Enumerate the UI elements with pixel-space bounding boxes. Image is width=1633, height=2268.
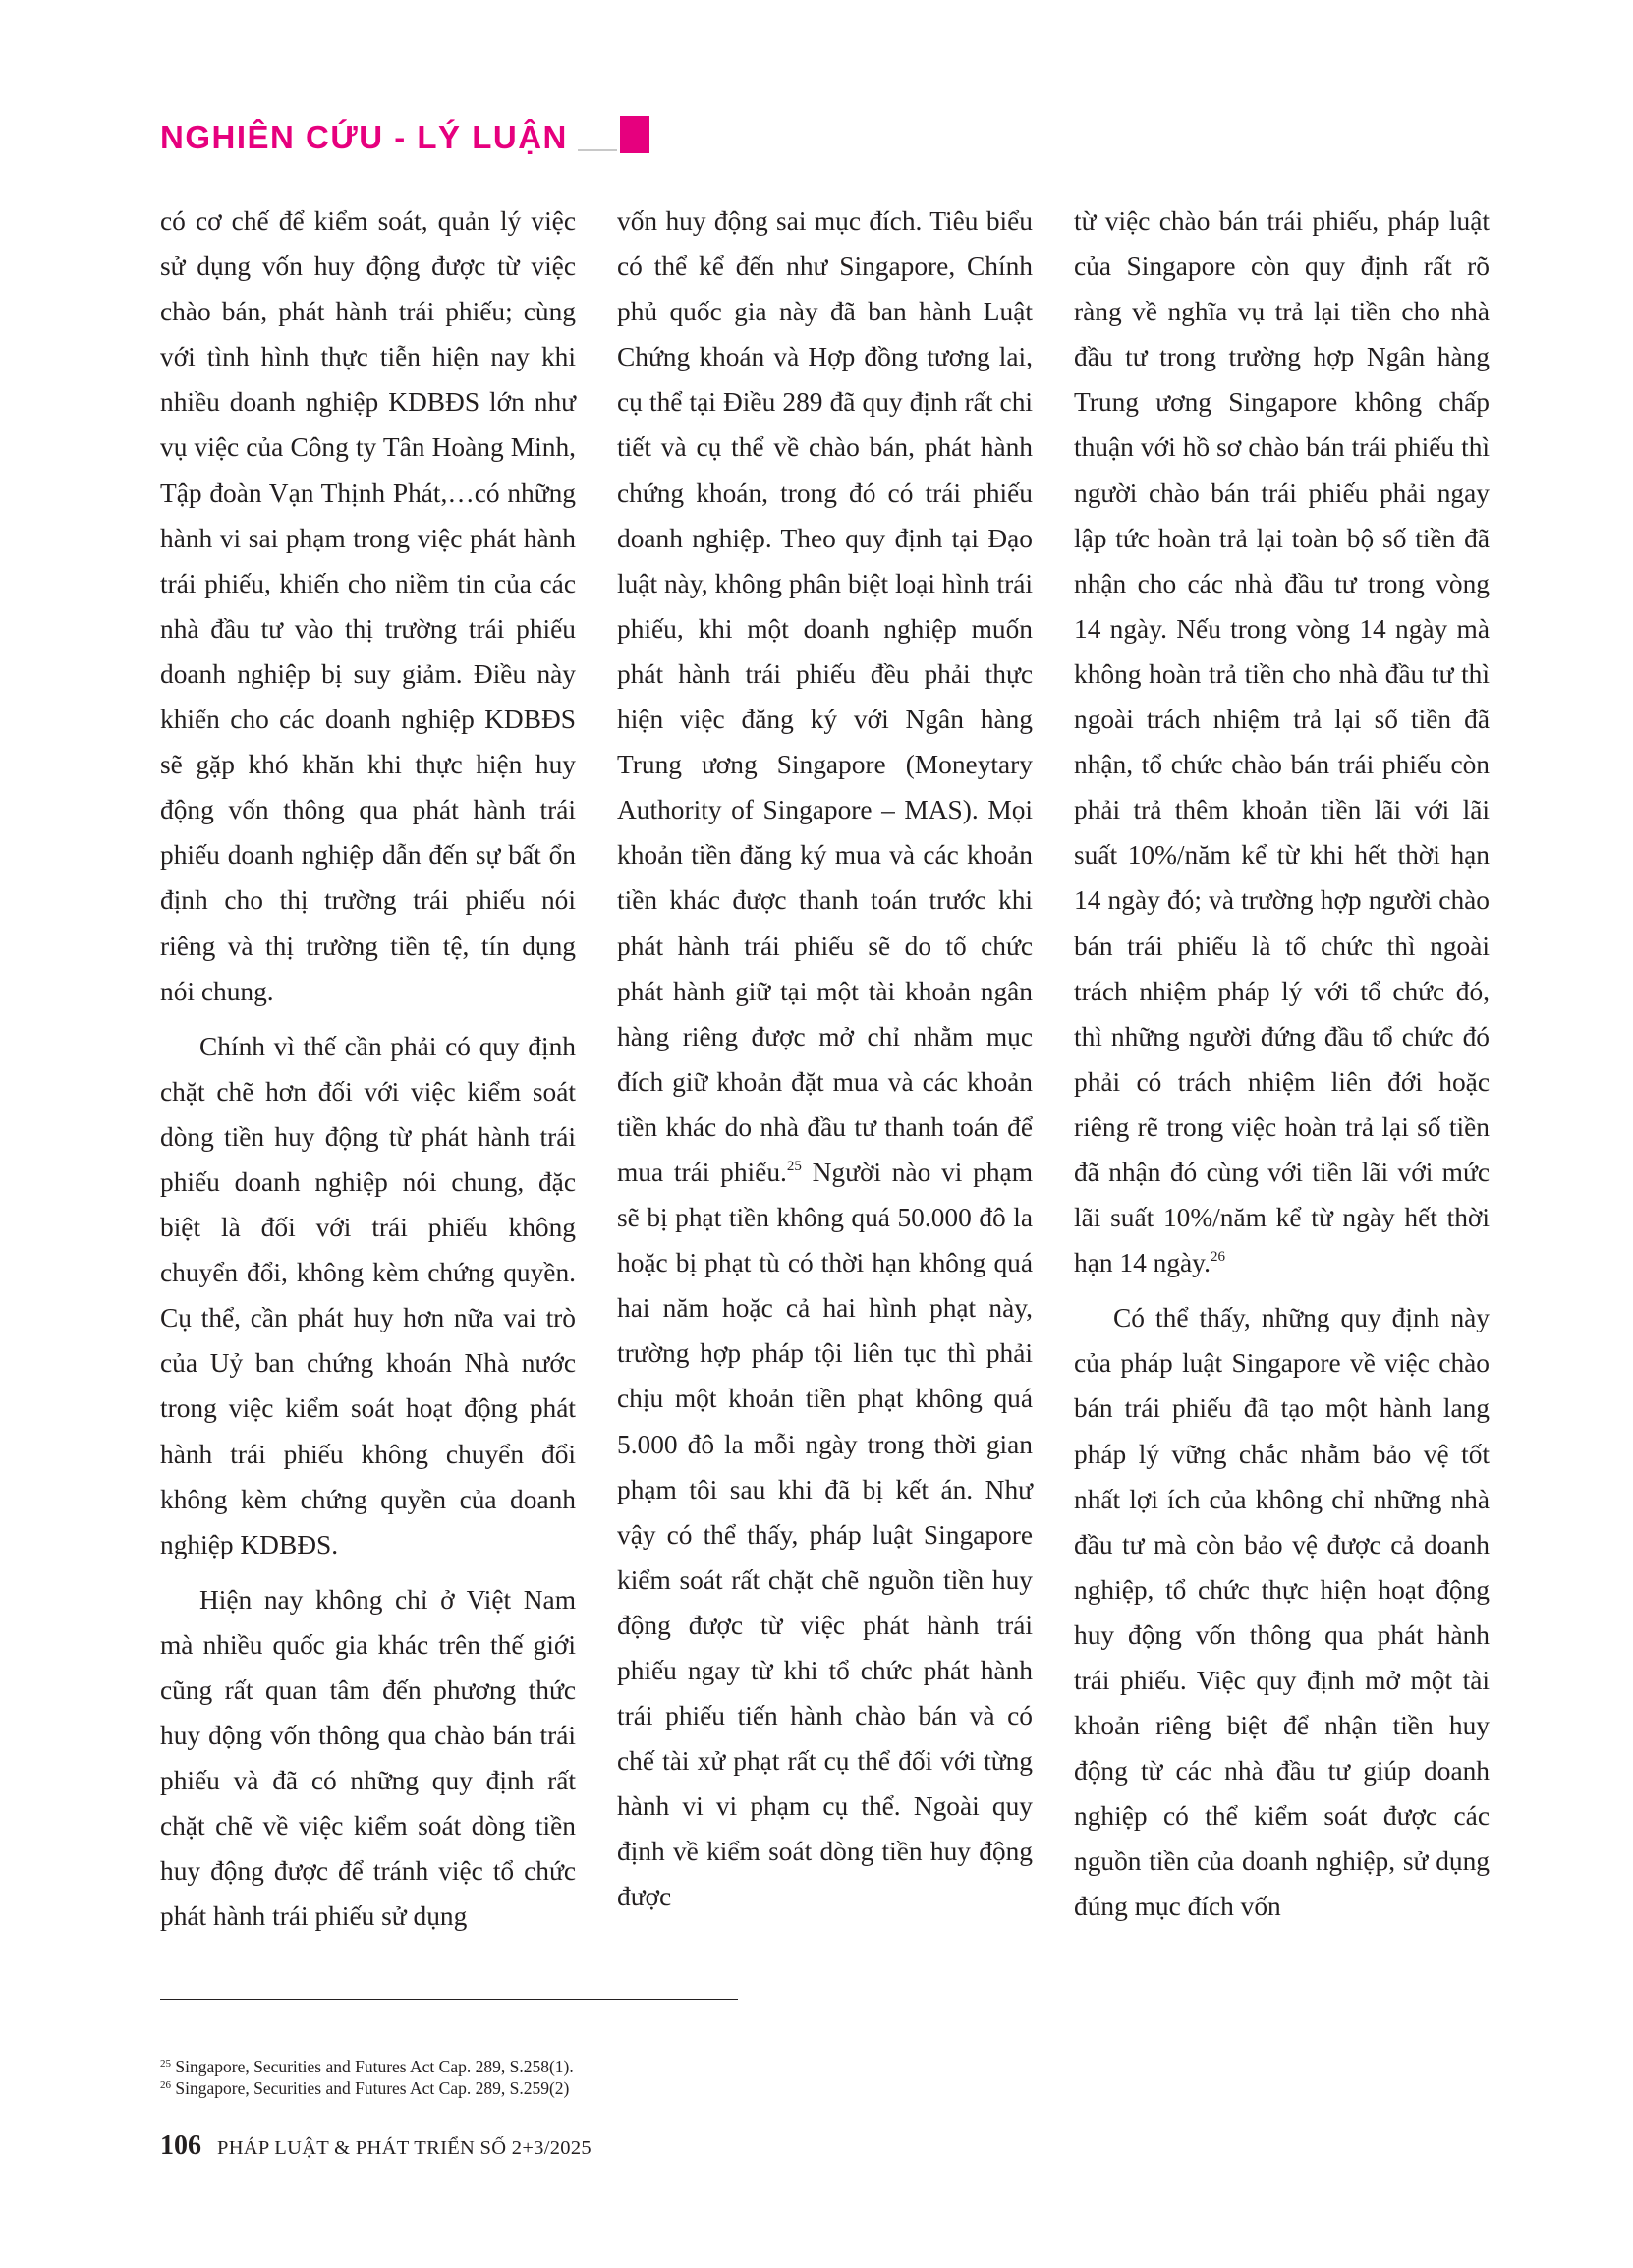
text-column-3 xyxy=(1074,198,1490,1930)
header-accent-block xyxy=(620,116,649,153)
section-title: NGHIÊN CỨU - LÝ LUẬN xyxy=(160,119,568,155)
paragraph: có cơ chế để kiểm soát, quản lý việc sử dụng vốn huy động được từ việc chào bán, phát hành trái phiếu; cùng với tình hình thực tiễn hiện nay khi nhiều doanh nghiệp KDBĐS lớn như vụ việc của Công ty Tân Hoàng Minh, Tập đoàn Vạn Thịnh Phát,…có những hành vi sai phạm trong việc phát hành trái phiếu, khiến cho niềm tin của các nhà đầu tư vào thị trường trái phiếu doanh nghiệp bị suy giảm. Điều này khiến cho các doanh nghiệp KDBĐS sẽ gặp khó khăn khi thực hiện huy động vốn thông qua phát hành trái phiếu doanh nghiệp dẫn đến sự bất ổn định cho thị trường trái phiếu nói riêng và thị trường tiền tệ, tín dụng nói chung. xyxy=(160,206,576,1006)
running-header xyxy=(160,116,649,156)
footnote xyxy=(160,2077,574,2099)
footnote-number: 26 xyxy=(160,2079,171,2091)
page-footer xyxy=(160,2130,591,2162)
journal-name: PHÁP LUẬT & PHÁT TRIỂN SỐ 2+3/2025 xyxy=(217,2137,591,2159)
paragraph: Chính vì thế cần phải có quy định chặt chẽ hơn đối với việc kiểm soát dòng tiền huy động từ phát hành trái phiếu doanh nghiệp nói chung, đặc biệt là đối với trái phiếu không chuyển đổi, không kèm chứng quyền. Cụ thể, cần phát huy hơn nữa vai trò của Uỷ ban chứng khoán Nhà nước trong việc kiểm soát hoạt động phát hành trái phiếu không chuyển đổi không kèm chứng quyền của doanh nghiệp KDBĐS. xyxy=(160,1031,576,1559)
page-number: 106 xyxy=(160,2130,201,2161)
paragraph xyxy=(617,198,1033,1920)
text-column-2 xyxy=(617,198,1033,1920)
paragraph: Có thể thấy, những quy định này của pháp luật Singapore về việc chào bán trái phiếu đã tạo một hành lang pháp lý vững chắc nhằm bảo vệ tốt nhất lợi ích của không chỉ những nhà đầu tư mà còn bảo vệ được cả doanh nghiệp, tổ chức thực hiện hoạt động huy động vốn thông qua phát hành trái phiếu. Việc quy định mở một tài khoản riêng biệt để nhận tiền huy động từ các nhà đầu tư giúp doanh nghiệp có thể kiểm soát được các nguồn tiền của doanh nghiệp, sử dụng đúng mục đích vốn xyxy=(1074,1303,1490,1922)
header-rule xyxy=(578,149,617,151)
paragraph xyxy=(1074,198,1490,1285)
footnotes xyxy=(160,2056,574,2099)
paragraph-text: vốn huy động sai mục đích. Tiêu biểu có thể kể đến như Singapore, Chính phủ quốc gia này đã ban hành Luật Chứng khoán và Hợp đồng tương lai, cụ thể tại Điều 289 đã quy định rất chi tiết và cụ thể về chào bán, phát hành chứng khoán, trong đó có trái phiếu doanh nghiệp. Theo quy định tại Đạo luật này, không phân biệt loại hình trái phiếu, khi một doanh nghiệp muốn phát hành trái phiếu đều phải thực hiện việc đăng ký với Ngân hàng Trung ương Singapore (Moneytary Authority of Singapore – MAS). Mọi khoản tiền đăng ký mua và các khoản tiền khác được thanh toán trước khi phát hành trái phiếu sẽ do tổ chức phát hành giữ tại một tài khoản ngân hàng riêng được mở chỉ nhằm mục đích giữ khoản đặt mua và các khoản tiền khác do nhà đầu tư thanh toán để mua trái phiếu. xyxy=(617,206,1033,1187)
text-column-1 xyxy=(160,198,576,1940)
footnote-number: 25 xyxy=(160,2058,171,2070)
footnote-separator xyxy=(160,1999,738,2000)
paragraph-text: từ việc chào bán trái phiếu, pháp luật của Singapore còn quy định rất rõ ràng về nghĩa vụ trả lại tiền cho nhà đầu tư trong trường hợp Ngân hàng Trung ương Singapore không chấp thuận với hồ sơ chào bán trái phiếu thì người chào bán trái phiếu phải ngay lập tức hoàn trả lại toàn bộ số tiền đã nhận cho các nhà đầu tư trong vòng 14 ngày. Nếu trong vòng 14 ngày mà không hoàn trả tiền cho nhà đầu tư thì ngoài trách nhiệm trả lại số tiền đã nhận, tổ chức chào bán trái phiếu còn phải trả thêm khoản tiền lãi với lãi suất 10%/năm kể từ khi hết thời hạn 14 ngày đó; và trường hợp người chào bán trái phiếu là tổ chức thì ngoài trách nhiệm pháp lý với tổ chức đó, thì những người đứng đầu tổ chức đó phải có trách nhiệm liên đới hoặc riêng rẽ trong việc hoàn trả lại số tiền đã nhận đó cùng với tiền lãi với mức lãi suất 10%/năm kể từ ngày hết thời hạn 14 ngày. xyxy=(1074,206,1490,1278)
footnote-text: Singapore, Securities and Futures Act Cap. 289, S.258(1). xyxy=(175,2057,574,2076)
footnote-text: Singapore, Securities and Futures Act Cap. 289, S.259(2) xyxy=(175,2078,570,2098)
footnote-reference[interactable]: 26 xyxy=(1210,1249,1225,1266)
footnote xyxy=(160,2056,574,2077)
paragraph-text: Người nào vi phạm sẽ bị phạt tiền không quá 50.000 đô la hoặc bị phạt tù có thời hạn không quá hai năm hoặc cả hai hình phạt này, trường hợp pháp tội liên tục thì phải chịu một khoản tiền phạt không quá 5.000 đô la mỗi ngày trong thời gian phạm tôi sau khi đã bị kết án. Như vậy có thể thấy, pháp luật Singapore kiểm soát rất chặt chẽ nguồn tiền huy động được từ việc phát hành trái phiếu ngay từ khi tổ chức phát hành trái phiếu tiến hành chào bán và có chế tài xử phạt rất cụ thể đối với từng hành vi vi phạm cụ thể. Ngoài quy định về kiểm soát dòng tiền huy động được xyxy=(617,1157,1034,1912)
footnote-reference[interactable]: 25 xyxy=(786,1158,802,1174)
paragraph: Hiện nay không chỉ ở Việt Nam mà nhiều quốc gia khác trên thế giới cũng rất quan tâm đến phương thức huy động vốn thông qua chào bán trái phiếu và đã có những quy định rất chặt chẽ về việc kiểm soát dòng tiền huy động được để tránh việc tổ chức phát hành trái phiếu sử dụng xyxy=(160,1584,576,1932)
